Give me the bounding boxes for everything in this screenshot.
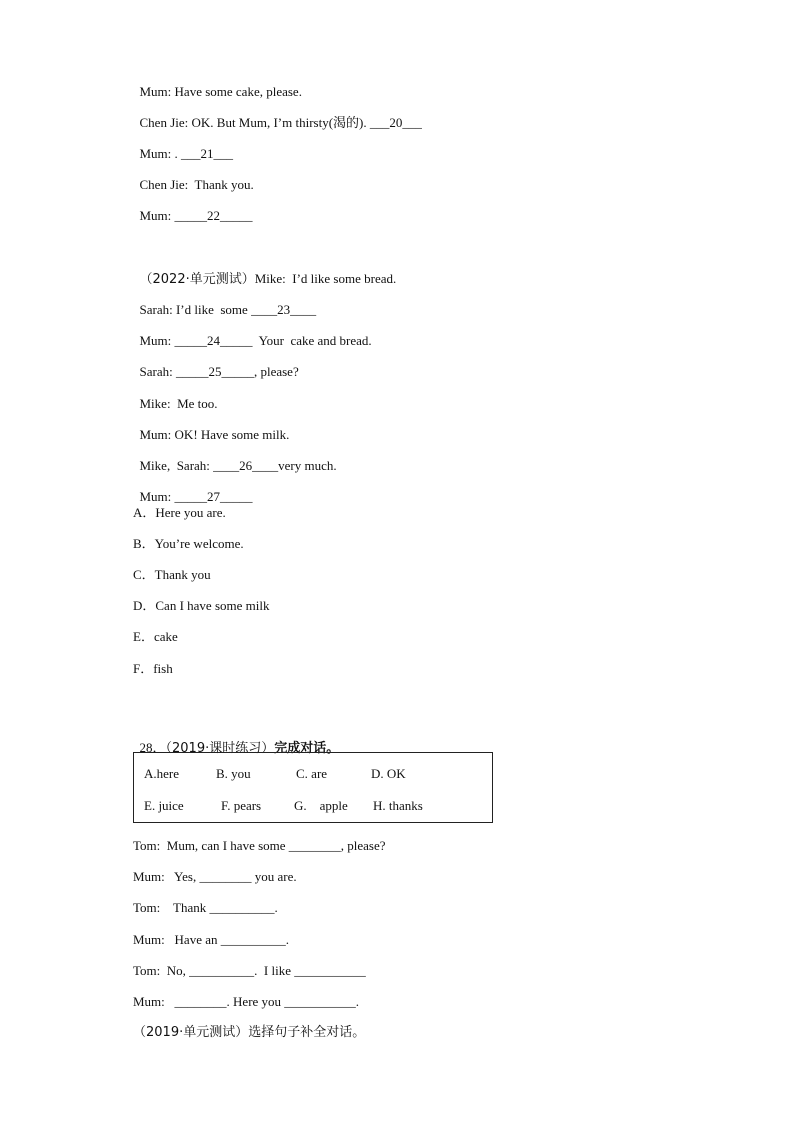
- q28-line-1: Tom: Mum, can I have some ________, please?: [133, 838, 386, 853]
- q28-line-2: Mum: Yes, ________ you are.: [133, 869, 297, 884]
- speaker: Sarah:: [139, 364, 173, 379]
- dialogue-text: OK. But Mum, I’m thirsty(渴的).: [188, 115, 370, 130]
- line-text: OK! Have some milk.: [171, 427, 290, 442]
- speaker: Chen Jie:: [139, 115, 189, 130]
- q28-source: （2019·课时练习）: [165, 741, 275, 756]
- word-bank-item: B. you: [216, 766, 251, 781]
- section2-heading: [133, 255, 396, 288]
- speaker: Mum:: [139, 427, 172, 442]
- speaker: Mum:: [139, 489, 172, 504]
- option-b: B．You’re welcome.: [133, 536, 244, 551]
- dialogue-line-5: [133, 192, 253, 224]
- line-text-after: , please?: [253, 364, 299, 379]
- speaker: Mum:: [139, 84, 172, 99]
- word-bank-item: D. OK: [371, 766, 406, 781]
- q28-line-4: Mum: Have an __________.: [133, 932, 289, 947]
- speaker: Sarah:: [139, 302, 173, 317]
- speaker: Mum:: [139, 208, 172, 223]
- answer-blank-23: ____23____: [251, 302, 317, 317]
- section2-line-7: [133, 473, 253, 505]
- option-e: E．cake: [133, 629, 178, 644]
- option-f: F．fish: [133, 661, 173, 676]
- section2-source: （2022·单元测试）: [139, 272, 255, 287]
- dialogue-text: Have some cake, please.: [171, 84, 302, 99]
- answer-blank-27: _____27_____: [174, 489, 253, 504]
- speaker: Mum:: [139, 333, 172, 348]
- word-bank-box: [133, 752, 493, 823]
- section2-line-2: [133, 317, 372, 349]
- answer-blank-26: ____26____: [213, 458, 279, 473]
- speaker: Mike, Sarah:: [139, 458, 210, 473]
- word-bank-item: H. thanks: [373, 798, 423, 813]
- q28-instruction: 完成对话。: [274, 741, 340, 756]
- answer-blank-25: _____25_____: [175, 364, 254, 379]
- dialogue-text: .: [171, 146, 182, 161]
- answer-blank-21: ___21___: [181, 146, 234, 161]
- q28-line-5: Tom: No, __________. I like ___________: [133, 963, 366, 978]
- dialogue-line-3: [133, 130, 233, 162]
- option-d: D．Can I have some milk: [133, 598, 270, 613]
- section2-line-1: [133, 286, 316, 318]
- q28-line-6: Mum: ________. Here you ___________.: [133, 994, 360, 1009]
- dialogue-line-1: [133, 68, 302, 100]
- option-a: A．Here you are.: [133, 505, 226, 520]
- line-text-after: very much.: [278, 458, 337, 473]
- q28-line-3: Tom: Thank __________.: [133, 900, 278, 915]
- line-text: I’d like some: [172, 302, 252, 317]
- line-text-after: Your cake and bread.: [252, 333, 372, 348]
- speaker: Chen Jie:: [139, 177, 189, 192]
- dialogue-text: Thank you.: [188, 177, 254, 192]
- line-text: Me too.: [170, 396, 218, 411]
- speaker: Mike:: [139, 396, 171, 411]
- speaker: Mum:: [139, 146, 172, 161]
- section2-first-line: Mike: I’d like some bread.: [254, 271, 397, 286]
- answer-blank-20: ___20___: [369, 115, 422, 130]
- answer-blank-22: _____22_____: [174, 208, 253, 223]
- option-c: C．Thank you: [133, 567, 211, 582]
- section2-line-4: [133, 380, 218, 412]
- word-bank-item: E. juice: [144, 798, 184, 813]
- dialogue-line-4: [133, 161, 254, 193]
- section2-line-3: [133, 348, 299, 380]
- word-bank-item: A.here: [144, 766, 180, 781]
- word-bank-item: C. are: [296, 766, 328, 781]
- answer-blank-24: _____24_____: [174, 333, 253, 348]
- section2-line-5: [133, 411, 289, 443]
- word-bank-item: F. pears: [221, 798, 262, 813]
- section2-line-6: [133, 442, 337, 474]
- dialogue-line-2: [133, 99, 422, 131]
- word-bank-item: G. apple: [294, 798, 348, 813]
- next-section-heading: （2019·单元测试）选择句子补全对话。: [133, 1025, 366, 1040]
- q28-number: 28．: [139, 740, 166, 755]
